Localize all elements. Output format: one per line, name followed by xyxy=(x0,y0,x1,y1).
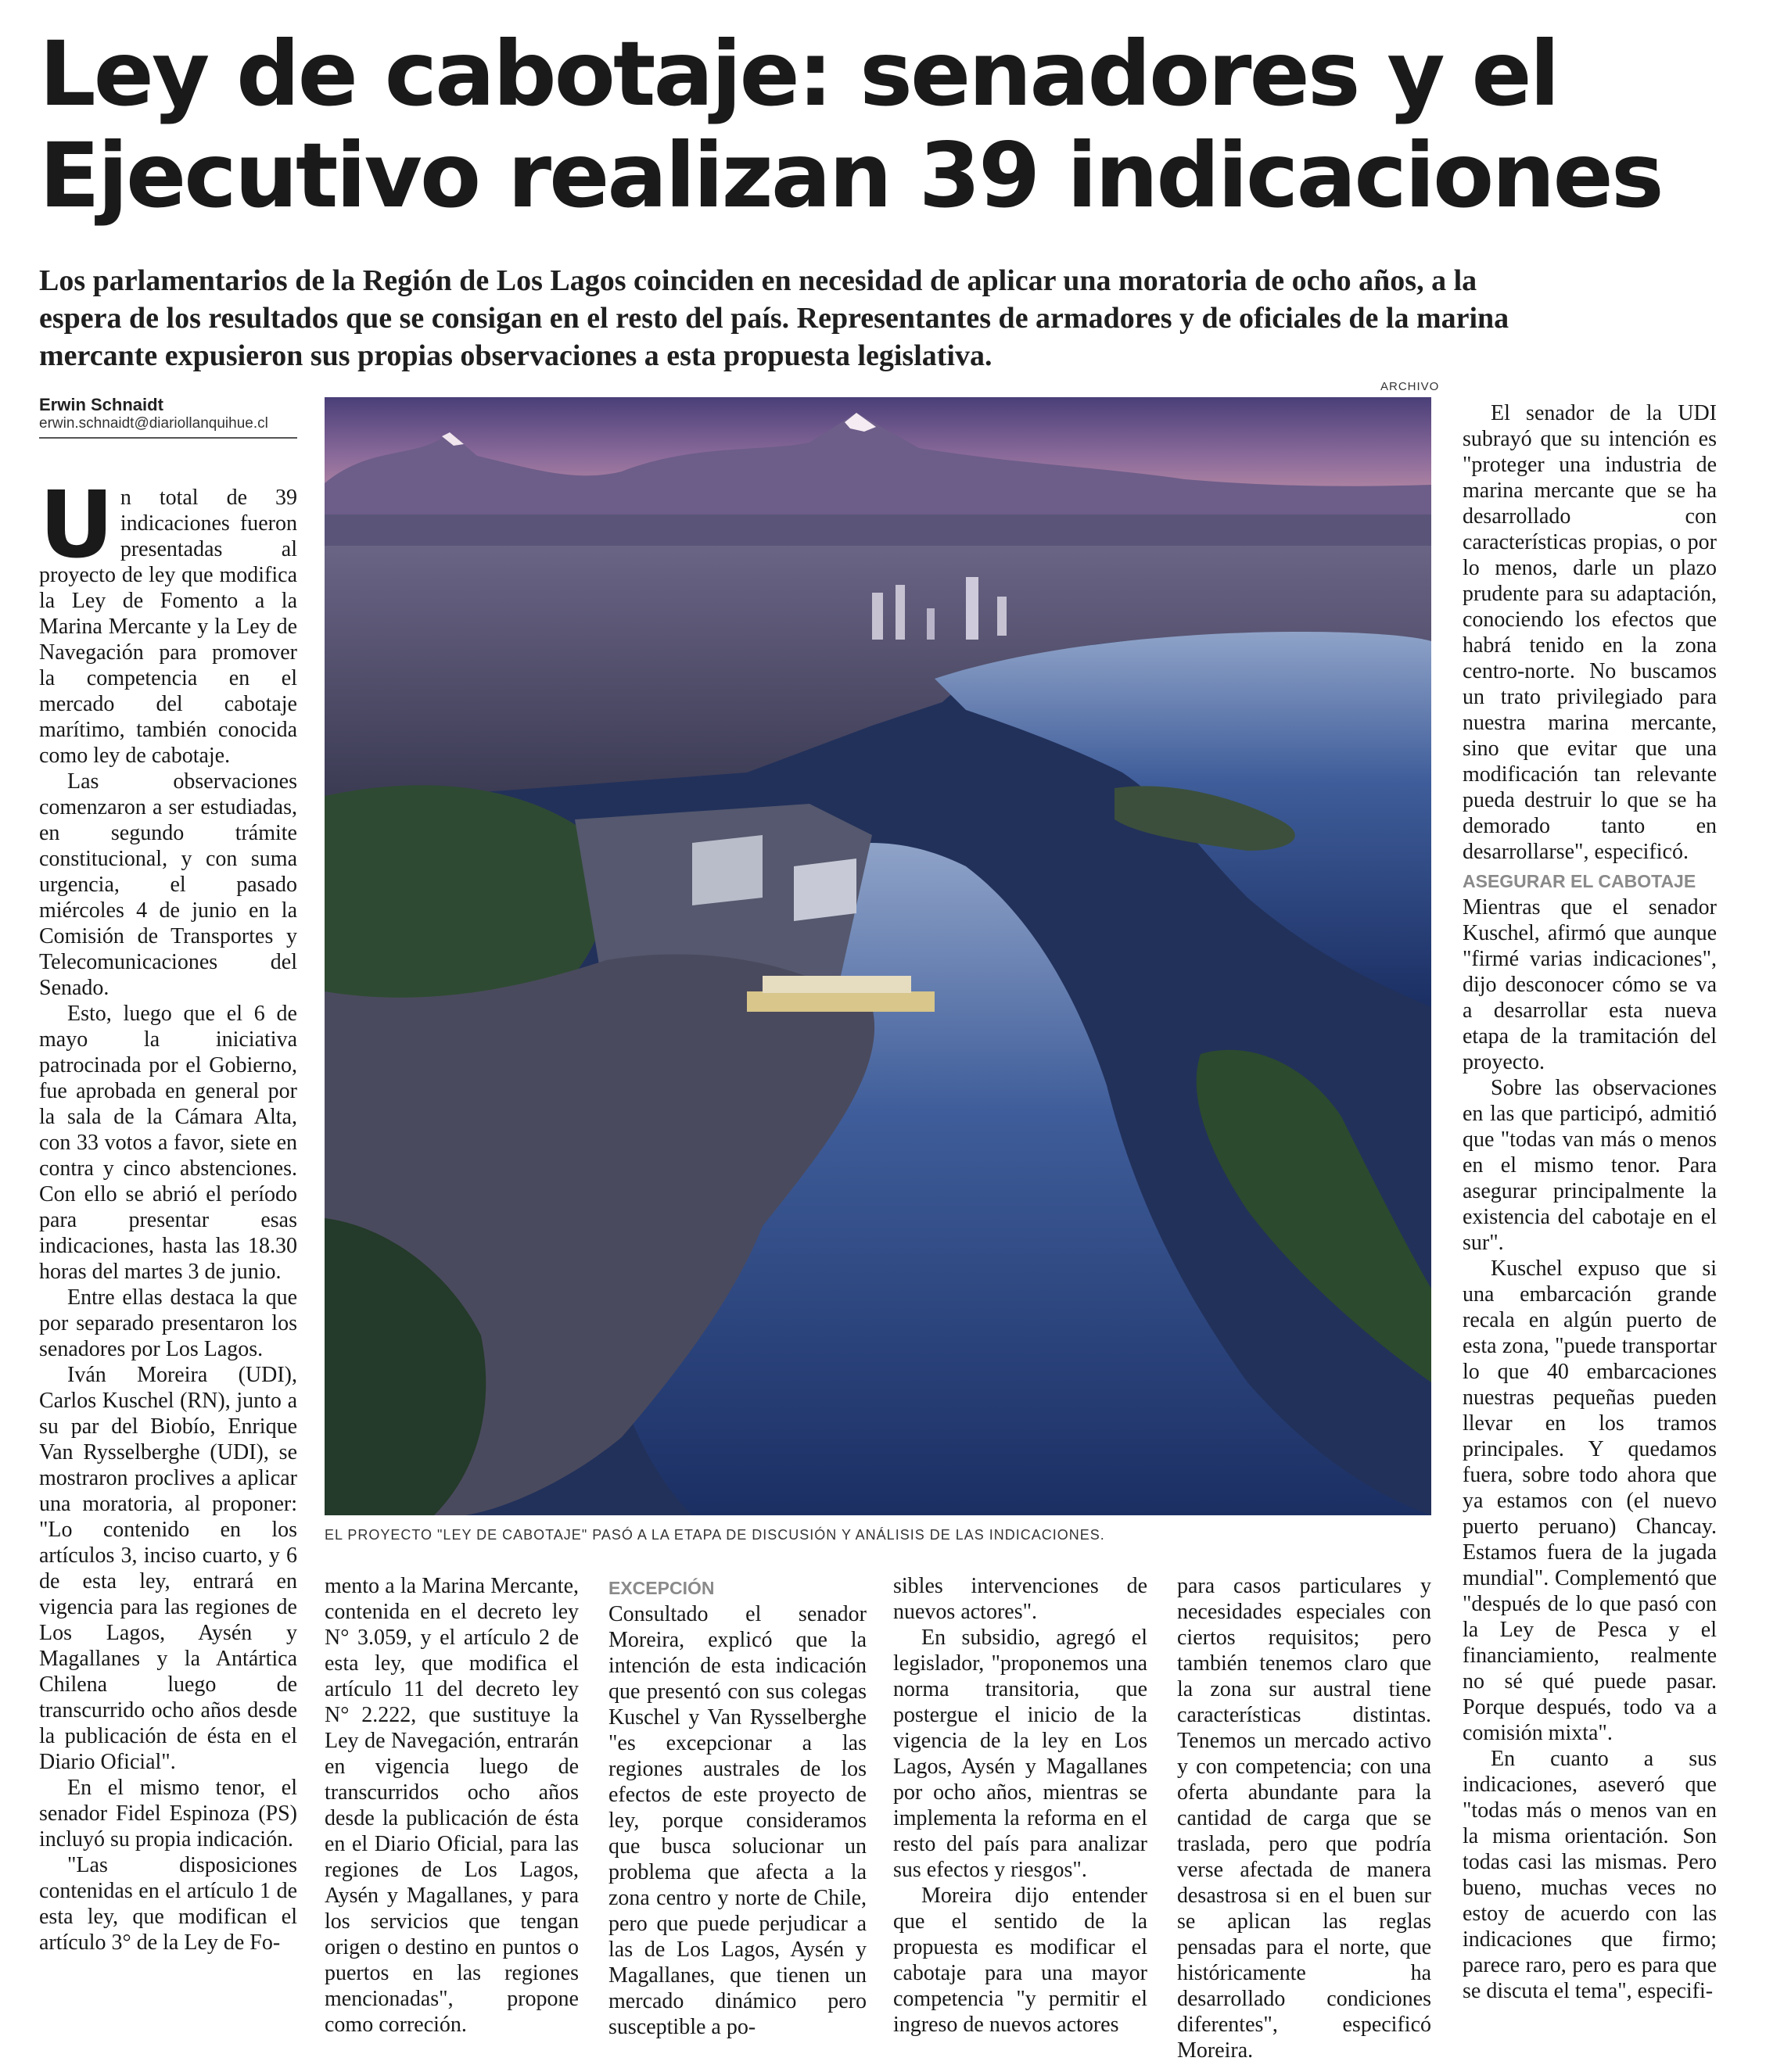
photo-caption: EL PROYECTO "LEY DE CABOTAJE" PASÓ A LA ETAPA DE DISCUSIÓN Y ANÁLISIS DE LAS INDICACIONES. xyxy=(325,1527,1105,1543)
article-photo xyxy=(325,397,1431,1515)
article-column-2 xyxy=(325,1573,579,2038)
col1-paragraph: En el mismo tenor, el senador Fidel Espinoza (PS) incluyó su propia indicación. xyxy=(39,1776,297,1852)
col5-paragraph: para casos particulares y necesidades especiales con ciertos requisitos; pero también tenemos claro que la zona sur austral tiene características distintas. Tenemos un mercado activo y con competencia; con una oferta abundante para la cantidad de carga que se traslada, pero que podría verse afectada de manera desastrosa si en el buen sur se aplican las reglas pensadas para el norte, que históricamente ha desarrollado condiciones diferentes", especificó Moreira. xyxy=(1177,1574,1431,2063)
drop-cap: U xyxy=(39,471,114,579)
article-column-5 xyxy=(1177,1573,1431,2063)
col6-paragraph: El senador de la UDI subrayó que su intención es "proteger una industria de marina mercante que se ha desarrollado con características propias, o por lo menos, darle un plazo prudente para su adaptación, conociendo los efectos que habrá tenido en la zona centro-norte. No buscamos un trato privilegiado para nuestra marina mercante, sino que evitar que una modificación tan relevante pueda destruir lo que se ha demorado tanto en desarrollarse", especificó. xyxy=(1463,401,1717,864)
col1-paragraph: Entre ellas destaca la que por separado presentaron los senadores por Los Lagos. xyxy=(39,1285,297,1361)
headline xyxy=(39,23,1744,227)
article-column-3 xyxy=(608,1572,867,2040)
col6-paragraph: Kuschel expuso que si una embarcación grande recala en algún puerto de esta zona, "puede transportar lo que 40 embarcaciones nuestras pequeñas pueden llevar en los tramos principales. Y quedamos fuera, sobre todo ahora que ya estamos con (el nuevo puerto peruano) Chancay. Estamos fuera de la jugada mundial". Complementó que "después de lo que pasó con la Ley de Pesca y el financiamiento, realmente no sé qué puede pasar. Porque después, todo va a comisión mixta". xyxy=(1463,1256,1717,1745)
headline-line-2: Ejecutivo realizan 39 indicaciones xyxy=(39,124,1662,228)
col1-paragraph: n total de 39 indicaciones fueron presentadas al proyecto de ley que modifica la Ley de Fomento a la Marina Mercante y la Ley de Navegación para promover la competencia en el mercado del cabotaje marítimo, también conocida como ley de cabotaje. xyxy=(39,486,297,768)
col1-paragraph: Esto, luego que el 6 de mayo la iniciativa patrocinada por el Gobierno, fue aprobada en general por la sala de la Cámara Alta, con 33 votos a favor, siete en contra y cinco abstenciones. Con ello se abrió el período para presentar esas indicaciones, hasta las 18.30 horas del martes 3 de junio. xyxy=(39,1002,297,1284)
lede xyxy=(39,262,1736,375)
col6-paragraph: Mientras que el senador Kuschel, afirmó que aunque "firmé varias indicaciones", dijo desconocer cómo se va a desarrollar esta nueva etapa de la tramitación del proyecto. xyxy=(1463,895,1717,1074)
col2-paragraph: mento a la Marina Mercante, contenida en el decreto ley N° 3.059, y el artículo 2 de esta ley, que modifica el artículo 11 del decreto ley N° 2.222, que sustituye la Ley de Navegación, entrarán en vigencia luego de transcurridos ocho años desde la publicación de ésta en el Diario Oficial, para las regiones de Los Lagos, Aysén y Magallanes, y para los servicios que tengan origen o destino en puntos o puertos en las regiones mencionadas", propone como correción. xyxy=(325,1574,579,2037)
section-heading-excepcion: EXCEPCIÓN xyxy=(608,1578,715,1598)
byline-author: Erwin Schnaidt xyxy=(39,395,163,414)
aerial-port-illustration xyxy=(325,397,1431,1515)
section-heading-asegurar: ASEGURAR EL CABOTAJE xyxy=(1463,871,1696,891)
col1-paragraph: Iván Moreira (UDI), Carlos Kuschel (RN), junto a su par del Biobío, Enrique Van Rysselberghe (UDI), se mostraron proclives a aplicar una moratoria, al proponer: "Lo contenido en los artículos 3, inciso cuarto, y 6 de esta ley, entrará en vigencia para las regiones de Los Lagos, Aysén y Magallanes y la Antártica Chilena luego de transcurrido ocho años desde la publicación de ésta en el Diario Oficial". xyxy=(39,1363,297,1774)
headline-line-1: Ley de cabotaje: senadores y el xyxy=(39,22,1558,126)
lede-line-2: espera de los resultados que se consigan en el resto del país. Representantes de armadores y de oficiales de la marina xyxy=(39,302,1509,335)
byline xyxy=(39,395,297,439)
col4-paragraph: sibles intervenciones de nuevos actores". xyxy=(893,1574,1147,1624)
article-column-6 xyxy=(1463,400,1717,2004)
col6-paragraph: Sobre las observaciones en las que participó, admitió que "todas van más o menos en el mismo tenor. Para asegurar principalmente la existencia del cabotaje en el sur". xyxy=(1463,1076,1717,1255)
col4-paragraph: En subsidio, agregó el legislador, "proponemos una norma transitoria, que postergue el inicio de la vigencia de la ley en Los Lagos, Aysén y Magallanes por ocho años, mientras se implementa la reforma en el resto del país para analizar sus efectos y riesgos". xyxy=(893,1626,1147,1882)
col6-paragraph: En cuanto a sus indicaciones, aseveró que "todas más o menos van en la misma orientación. Son todas casi las mismas. Pero bueno, muchas veces no estoy de acuerdo con las indicaciones que firmo; parece raro, pero es para que se discuta el tema", especifi- xyxy=(1463,1747,1717,2003)
col1-paragraph: Las observaciones comenzaron a ser estudiadas, en segundo trámite constitucional, y con suma urgencia, el pasado miércoles 4 de junio en la Comisión de Transportes y Telecomunicaciones del Senado. xyxy=(39,769,297,1000)
col1-paragraph: "Las disposiciones contenidas en el artículo 1 de esta ley, que modifican el artículo 3° de la Ley de Fo- xyxy=(39,1853,297,1955)
col4-paragraph: Moreira dijo entender que el sentido de la propuesta es modificar el cabotaje para una mayor competencia "y permitir el ingreso de nuevos actores xyxy=(893,1884,1147,2037)
article-column-1 xyxy=(39,471,297,1955)
lede-line-1: Los parlamentarios de la Región de Los Lagos coinciden en necesidad de aplicar una moratoria de ocho años, a la xyxy=(39,264,1477,297)
photo-credit: ARCHIVO xyxy=(1380,380,1440,393)
col3-paragraph: Consultado el senador Moreira, explicó que la intención de esta indicación que presentó con sus colegas Kuschel y Van Rysselberghe "es excepcionar a las regiones australes de los efectos de este proyecto de ley, porque consideramos que busca solucionar un problema que afecta a la zona centro y norte de Chile, pero que puede perjudicar a las de Los Lagos, Aysén y Magallanes, que tienen un mercado dinámico pero susceptible a po- xyxy=(608,1602,867,2039)
byline-email: erwin.schnaidt@diariollanquihue.cl xyxy=(39,415,297,439)
lede-line-3: mercante expusieron sus propias observaciones a esta propuesta legislativa. xyxy=(39,339,992,372)
article-column-4 xyxy=(893,1573,1147,2038)
